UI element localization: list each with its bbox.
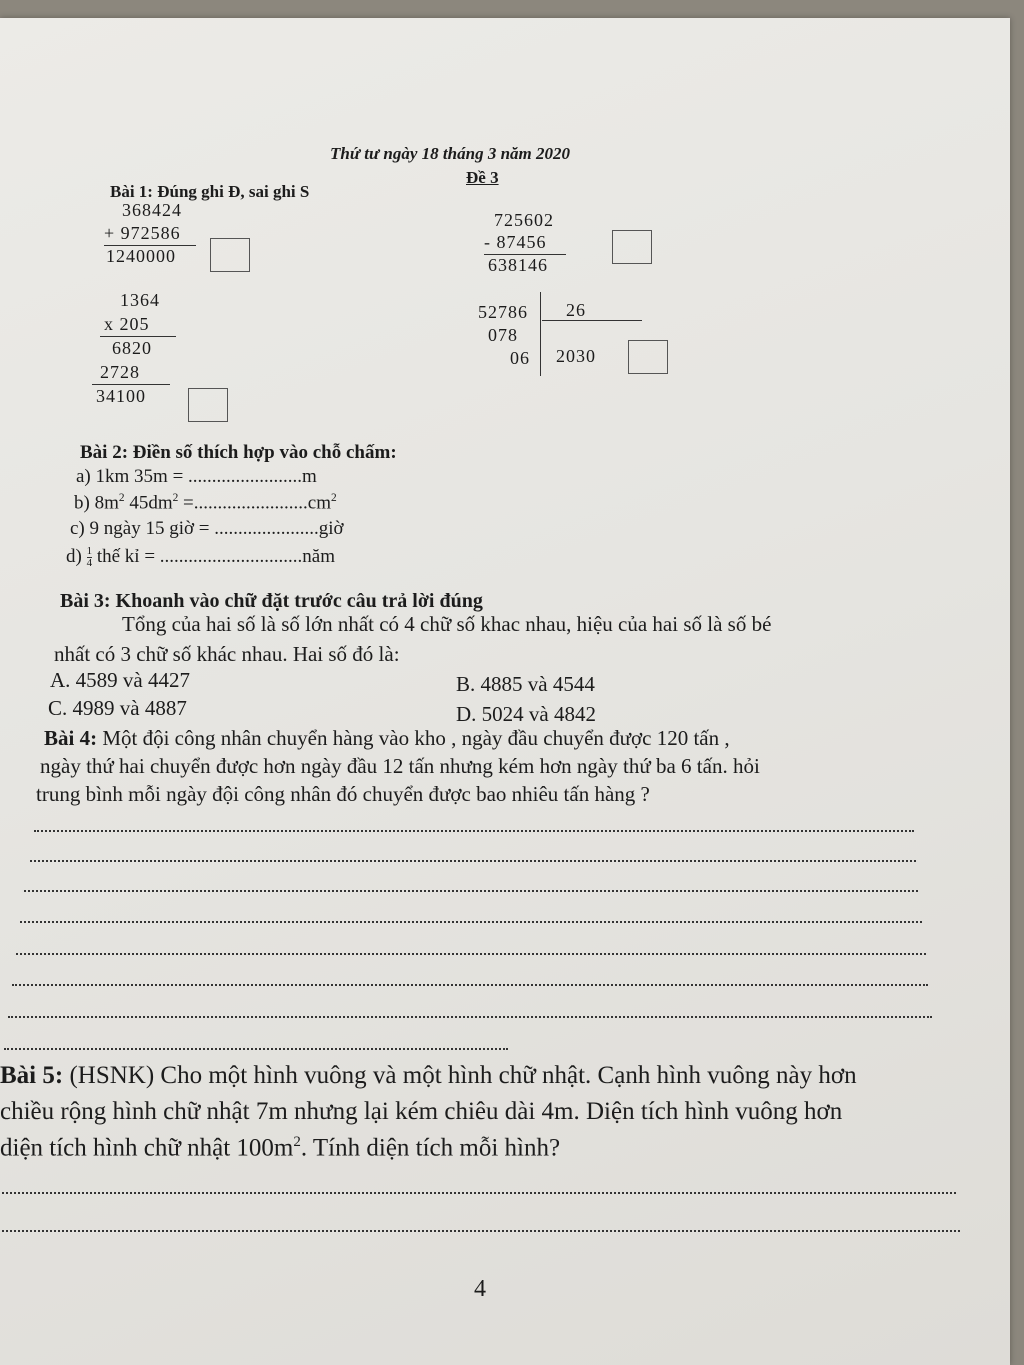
answer-box-add[interactable] [210, 238, 250, 272]
fraction-numerator: 1 [86, 545, 93, 558]
answer-line[interactable] [4, 1048, 508, 1050]
bai2-c-unit: giờ [318, 518, 344, 539]
answer-line[interactable] [20, 921, 922, 923]
bai2-title: Bài 2: Điền số thích hợp vào chỗ chấm: [80, 442, 397, 463]
answer-line[interactable] [30, 860, 916, 862]
bai5-line-3-sup: 2 [293, 1134, 301, 1150]
mul-operand-a: 1364 [120, 290, 160, 310]
option-d[interactable]: D. 5024 và 4842 [456, 702, 596, 726]
add-result: 1240000 [106, 246, 176, 266]
answer-line[interactable] [2, 1230, 960, 1232]
add-operand-a: 368424 [122, 200, 182, 220]
div-remainder-1: 078 [488, 325, 518, 345]
bai2-item-c [70, 518, 344, 540]
bai4-line-1 [44, 726, 730, 751]
mul-rule-1 [100, 336, 176, 337]
bai2-b-prefix: b) 8m [74, 492, 119, 514]
mul-operand-b: x 205 [104, 314, 150, 334]
sub-operand-a: 725602 [494, 210, 554, 230]
mul-result: 34100 [96, 386, 146, 406]
answer-line[interactable] [34, 830, 914, 832]
bai2-d-blank[interactable]: .............................. [159, 546, 303, 567]
answer-line[interactable] [16, 953, 926, 955]
bai2-b-sup3: 2 [330, 492, 337, 504]
bai3-line-1: Tổng của hai số là số lớn nhất có 4 chữ số khac nhau, hiệu của hai số là số bé [122, 612, 772, 636]
exam-number: Đề 3 [466, 168, 499, 187]
bai2-item-d [66, 546, 335, 569]
bai2-c-prefix: c) 9 ngày 15 giờ = [70, 518, 215, 539]
bai5-line-1 [0, 1062, 857, 1090]
div-dividend: 52786 [478, 302, 528, 322]
bai5-label: Bài 5: [0, 1062, 64, 1089]
date-heading: Thứ tư ngày 18 tháng 3 năm 2020 [330, 144, 570, 163]
div-remainder-2: 06 [510, 348, 530, 368]
bai2-a-prefix: a) 1km 35m = [76, 466, 189, 487]
answer-line[interactable] [8, 1016, 932, 1018]
bai2-c-blank[interactable]: ...................... [214, 518, 319, 539]
page-number: 4 [474, 1276, 486, 1302]
mul-partial-2: 2728 [100, 362, 140, 382]
bai5-line-3 [0, 1134, 560, 1162]
bai2-item-a [76, 466, 317, 488]
div-quotient: 2030 [556, 346, 596, 366]
answer-box-div[interactable] [628, 340, 668, 374]
bai2-b-unit: cm [307, 492, 331, 514]
bai4-line-2: ngày thứ hai chuyển được hơn ngày đầu 12 tấn nhưng kém hơn ngày thứ ba 6 tấn. hỏi [40, 754, 760, 778]
answer-line[interactable] [24, 890, 918, 892]
bai2-a-unit: m [302, 466, 317, 487]
bai3-title: Bài 3: Khoanh vào chữ đặt trước câu trả lời đúng [60, 590, 483, 612]
sub-result: 638146 [488, 255, 548, 275]
bai5-line-2: chiều rộng hình chữ nhật 7m nhưng lại kém chiêu dài 4m. Diện tích hình vuông hơn [0, 1098, 843, 1125]
bai5-line-3-b: . Tính diện tích mỗi hình? [300, 1134, 561, 1162]
bai2-d-unit: năm [302, 546, 336, 567]
bai2-b-eq: = [178, 492, 194, 514]
bai2-d-prefix: d) [66, 546, 87, 567]
div-vertical-rule [540, 292, 541, 376]
bai4-line-1-text: Một đội công nhân chuyển hàng vào kho , ngày đầu chuyển được 120 tấn , [97, 726, 730, 750]
bai5-line-1-text: (HSNK) Cho một hình vuông và một hình chữ nhật. Cạnh hình vuông này hơn [63, 1062, 857, 1089]
bai5-line-3-a: diện tích hình chữ nhật 100m [0, 1134, 294, 1162]
div-divisor: 26 [566, 300, 586, 320]
option-a[interactable]: A. 4589 và 4427 [50, 668, 190, 692]
option-b[interactable]: B. 4885 và 4544 [456, 672, 595, 696]
answer-box-sub[interactable] [612, 230, 652, 264]
bai4-line-3: trung bình mỗi ngày đội công nhân đó chuyển được bao nhiêu tấn hàng ? [36, 782, 650, 806]
bai2-item-b [74, 492, 337, 514]
fraction-denominator: 4 [86, 557, 93, 570]
bai2-b-sup1: 2 [118, 492, 125, 504]
bai2-d-mid: thế kỉ = [92, 546, 160, 567]
bai4-label: Bài 4: [44, 726, 98, 750]
bai2-b-sup2: 2 [172, 492, 179, 504]
sub-operand-b: - 87456 [484, 232, 547, 252]
div-horizontal-rule [542, 320, 642, 321]
bai2-b-blank[interactable]: ........................ [193, 492, 308, 514]
add-operand-b: + 972586 [104, 223, 181, 243]
answer-line[interactable] [2, 1192, 956, 1194]
option-c[interactable]: C. 4989 và 4887 [48, 696, 187, 720]
bai2-a-blank[interactable]: ........................ [188, 466, 303, 487]
worksheet-page [0, 18, 1010, 1365]
bai3-line-2: nhất có 3 chữ số khác nhau. Hai số đó là: [54, 642, 400, 666]
answer-line[interactable] [12, 984, 928, 986]
mul-partial-1: 6820 [112, 338, 152, 358]
bai1-title: Bài 1: Đúng ghi Đ, sai ghi S [110, 182, 310, 201]
bai2-b-mid: 45dm [124, 492, 173, 514]
mul-rule-2 [92, 384, 170, 385]
answer-box-mul[interactable] [188, 388, 228, 422]
